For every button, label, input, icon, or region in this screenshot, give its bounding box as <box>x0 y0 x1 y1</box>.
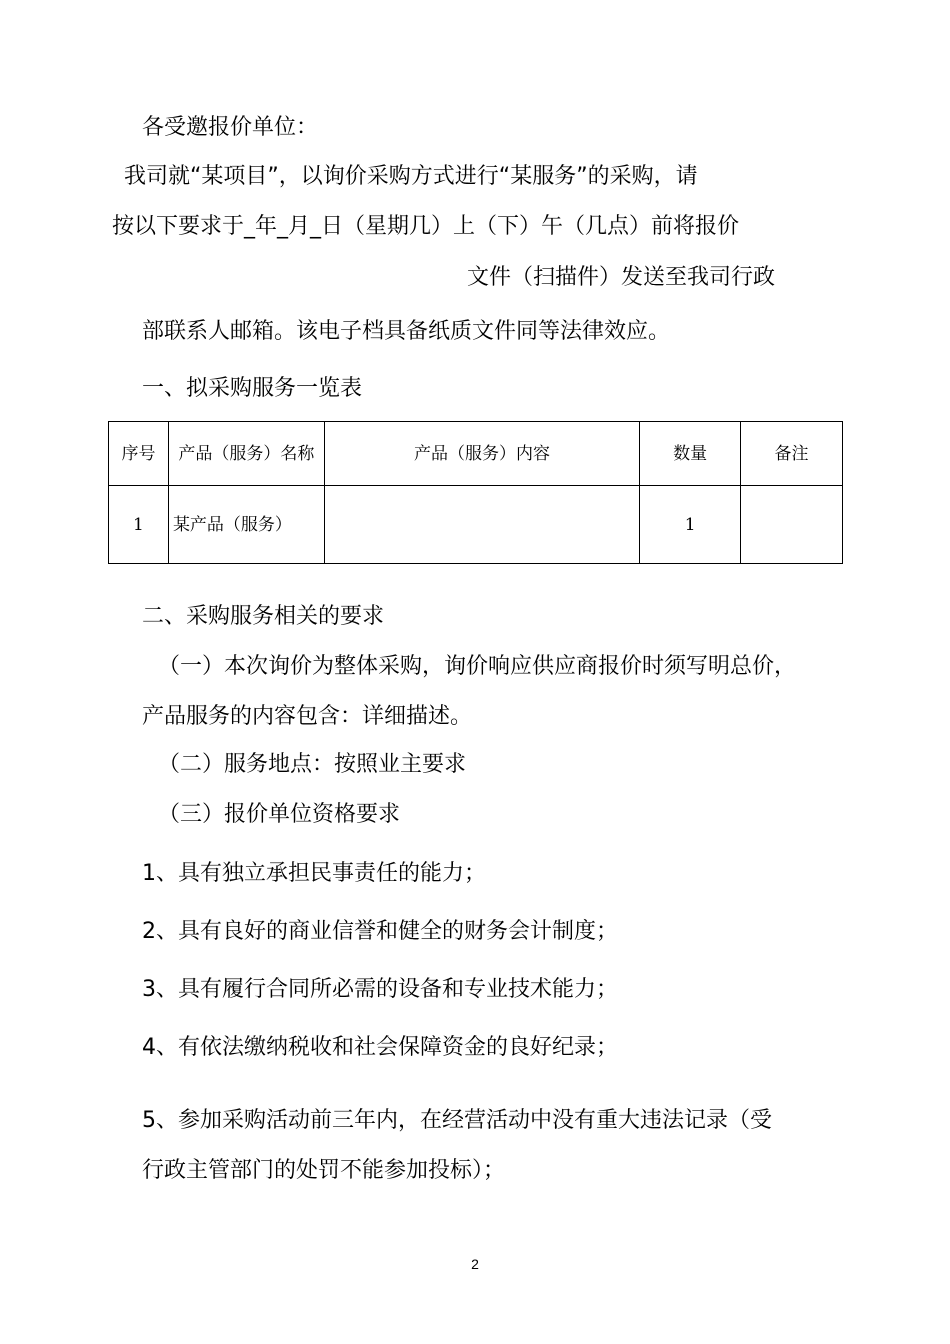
page-number: 2 <box>471 1256 479 1272</box>
qualification-5-line-2: 行政主管部门的处罚不能参加投标）； <box>142 1158 506 1183</box>
requirement-3: （三）报价单位资格要求 <box>158 802 401 827</box>
cell-quantity: 1 <box>640 486 741 564</box>
section-2-title: 二、采购服务相关的要求 <box>142 604 385 629</box>
cell-index: 1 <box>109 486 169 564</box>
table-row <box>109 486 843 564</box>
qualification-1: 1、具有独立承担民事责任的能力； <box>142 861 486 886</box>
qualification-2: 2、具有良好的商业信誉和健全的财务会计制度； <box>142 919 618 944</box>
cell-product-content <box>324 486 640 564</box>
qualification-4: 4、有依法缴纳税收和社会保障资金的良好纪录； <box>142 1035 618 1060</box>
intro-line-2: 按以下要求于_年_月_日（星期几）上（下）午（几点）前将报价 <box>112 214 740 239</box>
cell-product-name: 某产品（服务） <box>168 486 324 564</box>
intro-line-1: 我司就“某项目”，以询价采购方式进行“某服务”的采购，请 <box>124 164 698 189</box>
header-product-content: 产品（服务）内容 <box>324 422 640 486</box>
requirement-1-line-2: 产品服务的内容包含：详细描述。 <box>142 704 473 729</box>
section-1-title: 一、拟采购服务一览表 <box>142 376 363 401</box>
header-remarks: 备注 <box>741 422 843 486</box>
cell-remarks <box>741 486 843 564</box>
requirement-1-line-1: （一）本次询价为整体采购，询价响应供应商报价时须写明总价， <box>158 654 797 679</box>
requirement-2: （二）服务地点：按照业主要求 <box>158 752 467 777</box>
service-table <box>108 421 843 564</box>
table-header-row <box>109 422 843 486</box>
qualification-3: 3、具有履行合同所必需的设备和专业技术能力； <box>142 977 618 1002</box>
header-product-name: 产品（服务）名称 <box>168 422 324 486</box>
qualification-5-line-1: 5、参加采购活动前三年内，在经营活动中没有重大违法记录（受 <box>142 1108 772 1133</box>
header-quantity: 数量 <box>640 422 741 486</box>
intro-line-3: 文件（扫描件）发送至我司行政 <box>467 265 776 290</box>
intro-line-4: 部联系人邮箱。该电子档具备纸质文件同等法律效应。 <box>142 319 671 344</box>
header-index: 序号 <box>109 422 169 486</box>
salutation: 各受邀报价单位： <box>142 115 319 140</box>
